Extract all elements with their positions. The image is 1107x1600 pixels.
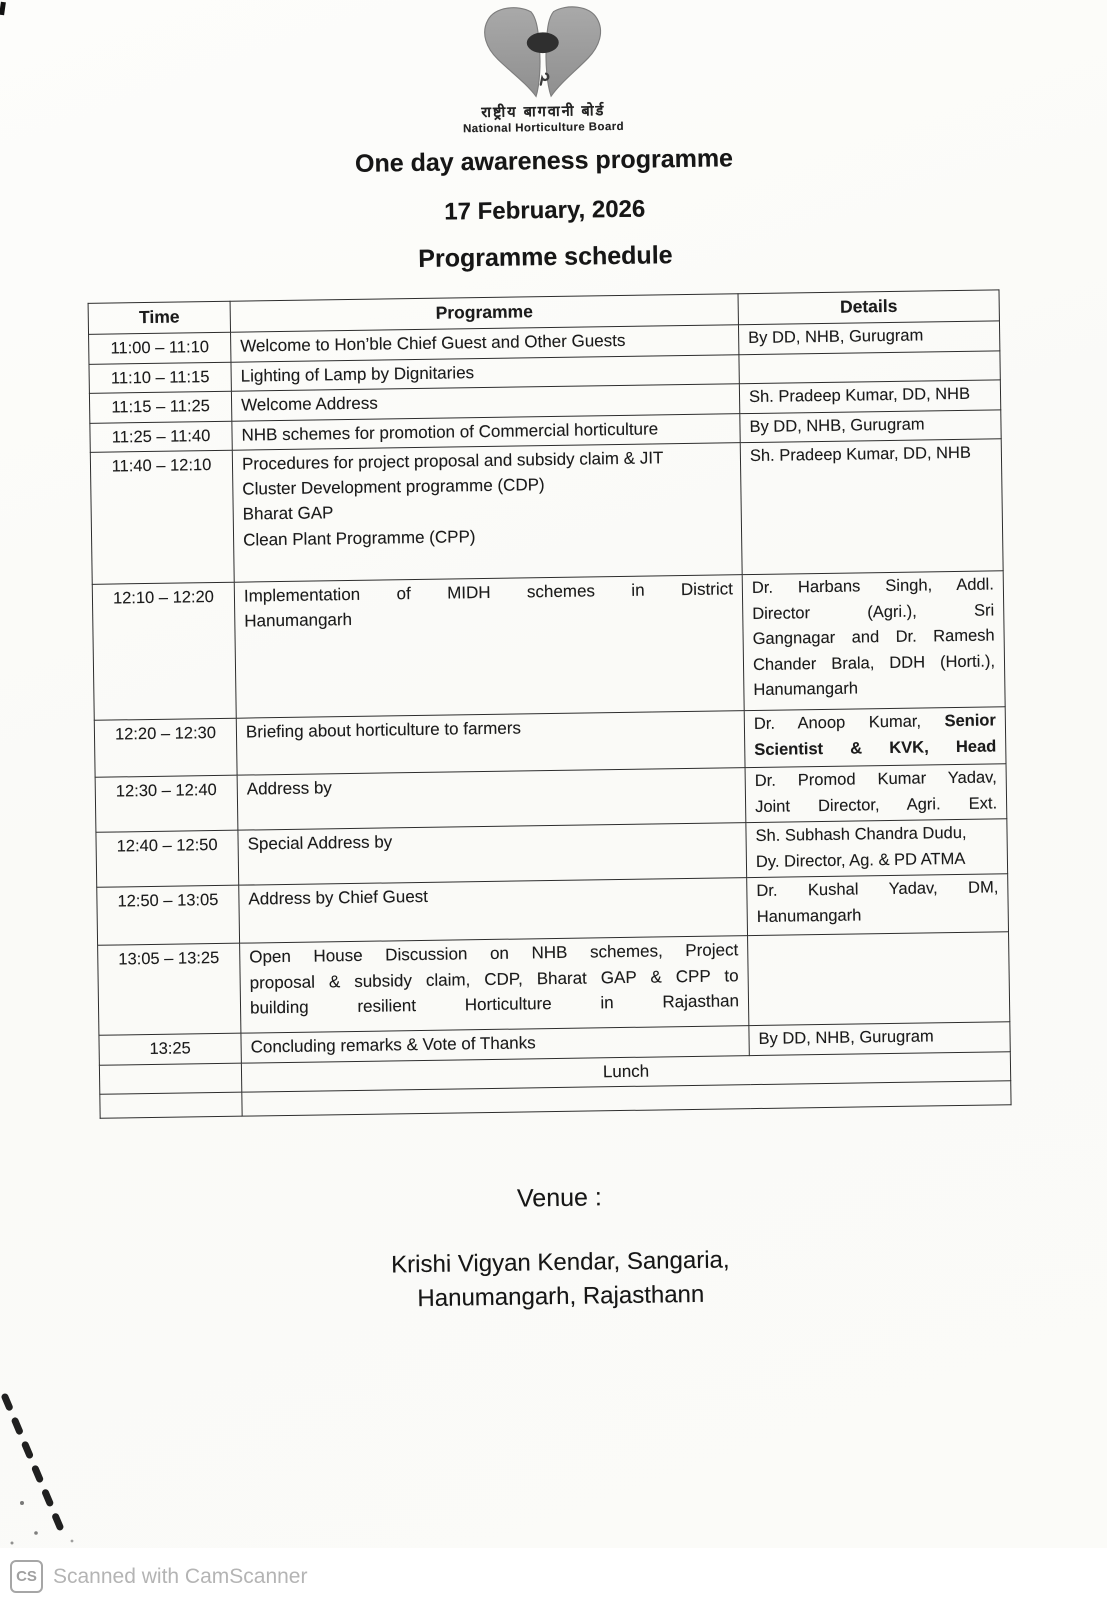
programme-cell: Implementation of MIDH schemes in District Hanumangarh bbox=[234, 575, 744, 719]
programme-title: One day awareness programme bbox=[354, 144, 734, 178]
time-cell: 11:10 – 11:15 bbox=[89, 362, 231, 394]
time-cell: 12:10 – 12:20 bbox=[92, 582, 236, 720]
time-cell: 12:50 – 13:05 bbox=[97, 886, 240, 946]
programme-cell: NHB schemes for promotion of Commercial horticulture bbox=[232, 413, 740, 450]
programme-cell: Open House Discussion on NHB schemes, Project proposal & subsidy claim, CDP, Bharat GAP & CPP to building resilient Horticulture in Rajasthan bbox=[240, 936, 749, 1034]
column-header-details: Details bbox=[738, 290, 999, 325]
logo-comma-mark bbox=[540, 74, 548, 85]
venue-address-line1: Krishi Vigyan Kendar, Sangaria, bbox=[390, 1246, 730, 1279]
details-cell bbox=[744, 707, 1006, 768]
table-row bbox=[90, 439, 1003, 584]
table-row bbox=[92, 571, 1005, 720]
column-header-time: Time bbox=[88, 301, 230, 334]
time-cell: 12:40 – 12:50 bbox=[96, 830, 239, 887]
details-text-bold: Senior Scientist & KVK, Head bbox=[754, 711, 997, 759]
details-cell: Sh. Pradeep Kumar, DD, NHB bbox=[739, 380, 1000, 413]
programme-cell: Special Address by bbox=[238, 823, 747, 886]
nhb-logo-icon bbox=[456, 5, 629, 102]
programme-cell: Address by bbox=[237, 768, 746, 831]
programme-cell: Welcome Address bbox=[231, 384, 739, 421]
programme-cell: Briefing about horticulture to farmers bbox=[236, 711, 745, 776]
programme-cell: Concluding remarks & Vote of Thanks bbox=[241, 1026, 749, 1063]
lunch-cell: Lunch bbox=[241, 1052, 1010, 1093]
org-name-hindi: राष्ट्रीय बागवानी बोर्ड bbox=[481, 103, 606, 121]
logo-left-petal bbox=[484, 7, 540, 97]
logo-right-petal bbox=[545, 6, 601, 96]
schedule-table bbox=[88, 289, 1012, 1119]
time-cell: 11:15 – 11:25 bbox=[89, 391, 231, 423]
programme-cell: Procedures for project proposal and subsidy claim & JIT Cluster Development programme (CDP) Bharat GAP Clean Plant Programme (CPP) bbox=[232, 443, 742, 583]
details-cell bbox=[748, 932, 1010, 1026]
time-cell bbox=[100, 1092, 242, 1118]
camscanner-watermark-text: Scanned with CamScanner bbox=[53, 1564, 308, 1588]
details-cell: By DD, NHB, Gurugram bbox=[738, 321, 999, 354]
camscanner-watermark-row bbox=[10, 1560, 307, 1593]
org-name-english: National Horticulture Board bbox=[462, 120, 625, 136]
nhb-logo-block bbox=[0, 0, 1097, 142]
programme-cell: Address by Chief Guest bbox=[239, 878, 748, 944]
programme-date: 17 February, 2026 bbox=[444, 195, 646, 226]
time-cell: 11:40 – 12:10 bbox=[90, 450, 234, 584]
time-cell: 11:00 – 11:10 bbox=[89, 332, 231, 364]
details-cell bbox=[739, 350, 1000, 383]
programme-cell: Lighting of Lamp by Dignitaries bbox=[231, 354, 739, 391]
details-cell: Sh. Pradeep Kumar, DD, NHB bbox=[740, 439, 1003, 575]
details-cell: By DD, NHB, Gurugram bbox=[749, 1022, 1010, 1055]
details-cell: By DD, NHB, Gurugram bbox=[740, 409, 1001, 442]
camscanner-badge-icon: CS bbox=[10, 1560, 43, 1593]
programme-cell: Welcome to Hon’ble Chief Guest and Other Guests bbox=[231, 325, 739, 362]
details-text: Dr. Anoop Kumar, bbox=[753, 712, 945, 734]
ink-smudge-icon bbox=[0, 1385, 170, 1575]
time-cell bbox=[99, 1063, 241, 1094]
column-header-programme: Programme bbox=[230, 294, 738, 333]
time-cell: 13:05 – 13:25 bbox=[98, 944, 241, 1036]
venue-address-line2: Hanumangarh, Rajasthann bbox=[417, 1280, 705, 1313]
time-cell: 12:30 – 12:40 bbox=[95, 775, 238, 832]
table-row bbox=[98, 932, 1010, 1036]
details-cell: Sh. Subhash Chandra Dudu, Dy. Director, Ag. & PD ATMA bbox=[746, 819, 1008, 878]
time-cell: 13:25 bbox=[99, 1034, 241, 1066]
programme-subtitle: Programme schedule bbox=[418, 241, 673, 273]
time-cell: 11:25 – 11:40 bbox=[90, 421, 232, 453]
details-cell: Dr. Kushal Yadav, DM, Hanumangarh bbox=[747, 874, 1009, 936]
time-cell: 12:20 – 12:30 bbox=[94, 718, 237, 777]
venue-label: Venue : bbox=[516, 1183, 603, 1213]
details-cell: Dr. Harbans Singh, Addl. Director (Agri.), Sri Gangnagar and Dr. Ramesh Chander Brala, DDH (Horti.), Hanumangarh bbox=[742, 571, 1005, 711]
details-cell: Dr. Promod Kumar Yadav, Joint Director, Agri. Ext. bbox=[745, 764, 1007, 823]
